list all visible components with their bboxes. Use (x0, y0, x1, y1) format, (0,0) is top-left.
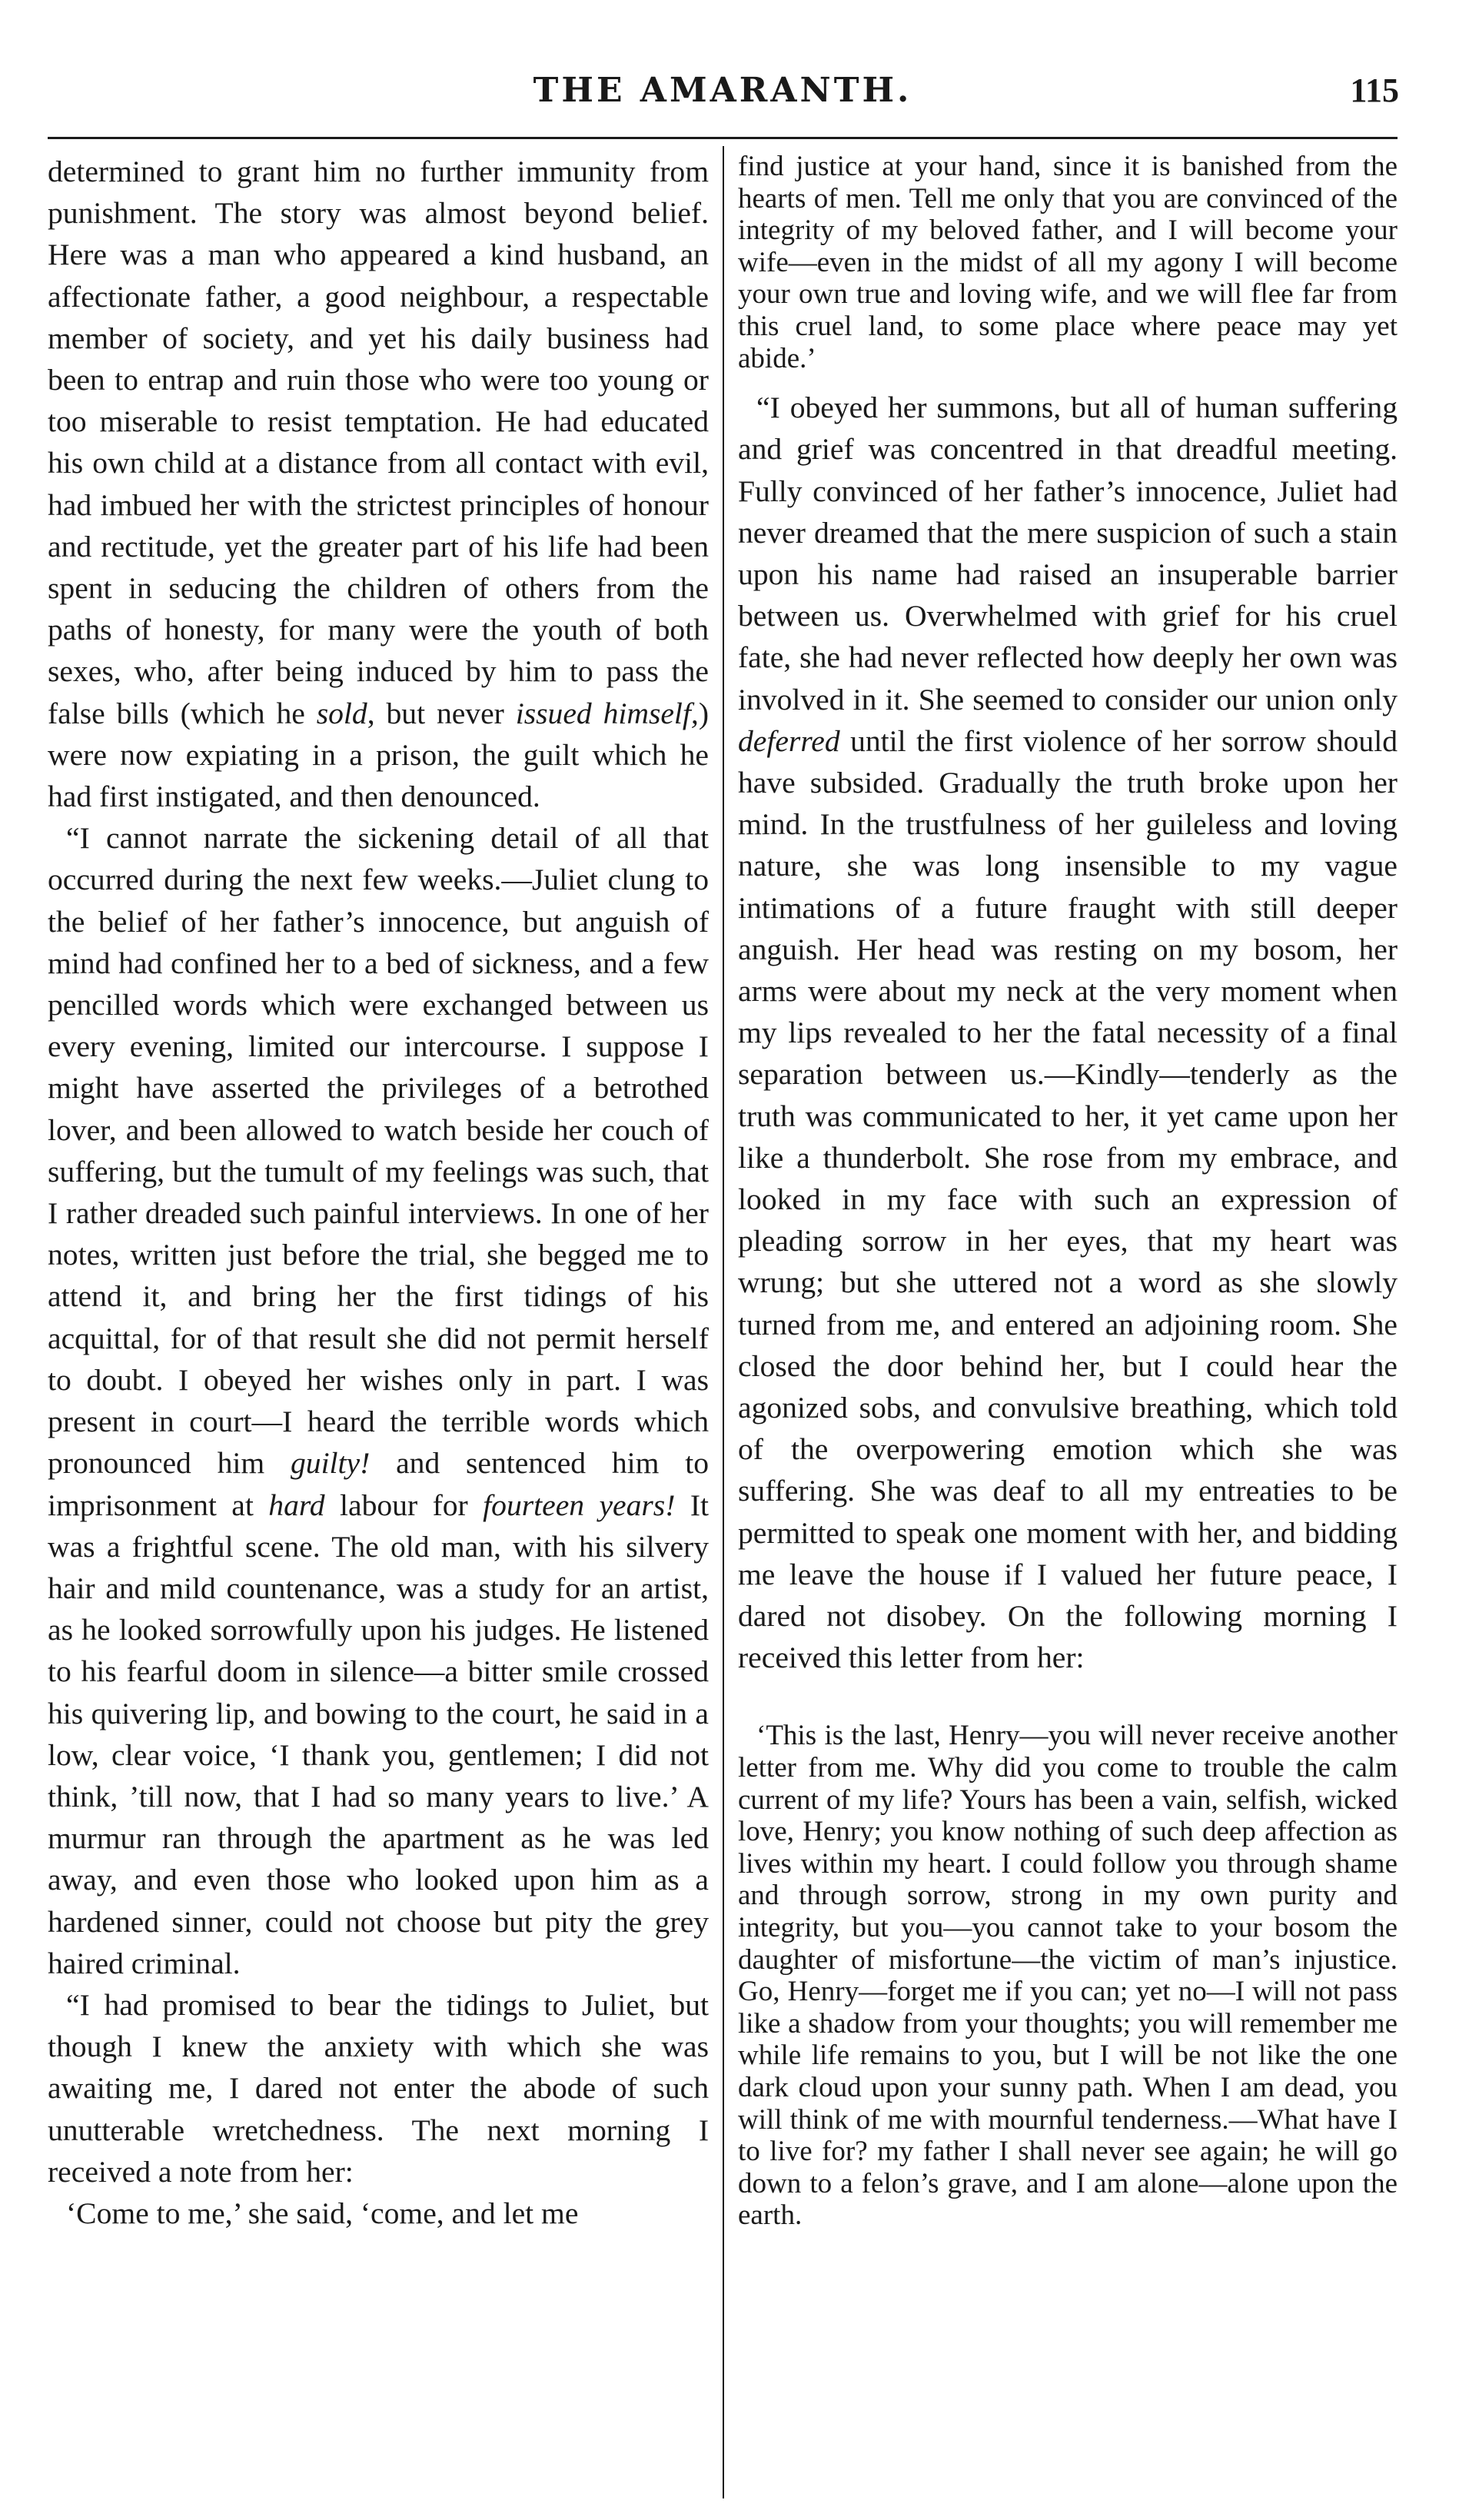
journal-title: THE AMARANTH. (533, 71, 912, 110)
left-column (48, 151, 709, 2503)
paragraph: ‘Come to me,’ she said, ‘come, and let me (66, 2196, 579, 2230)
paragraph: “I cannot narrate the sickening detail of all that occurred during the next few weeks.—Juliet clung to the belief of her father’s innocence, but anguish of mind had confined her to a bed of sickness, and a few pencilled words which were exchanged between us every evening, limited our intercourse. I suppose I might have asserted the privileges of a betrothed lover, and been allowed to watch beside her couch of suffering, but the tumult of my feelings was such, that I rather dreaded such painful interviews. In one of her notes, written just before the trial, she begged me to attend it, and bring her the first tidings of his acquittal, for of that result she did not permit herself to doubt. I obeyed her wishes only in part. I was present in court—I heard the terrible words which pronounced him guilty! and sentenced him to imprisonment at hard labour for fourteen years! It was a frightful scene. The old man, with his silvery hair and mild countenance, was a study for an artist, as he looked sorrowfully upon his judges. He listened to his fearful doom in silence—a bitter smile crossed his quivering lip, and bowing to the court, he said in a low, clear voice, ‘I thank you, gentlemen; I did not think, ’till now, that I had so many years to live.’ A murmur ran through the apartment as he was led away, and even those who looked upon him as a hardened sinner, could not choose but pity the grey haired criminal. (48, 821, 709, 1980)
letter-excerpt: ‘This is the last, Henry—you will never receive another letter from me. Why did you come to trouble the calm current of my life? Yours has been a vain, selfish, wicked love, Henry; you know nothing of such deep affection as lives within my heart. I could follow you through shame and through sorrow, strong in my own purity and integrity, but you—you cannot take to your bosom the daughter of misfortune—the victim of man’s injustice. Go, Henry—forget me if you can; yet no—I will not pass like a shadow from your thoughts; you will remember me while life remains to you, but I will be not like the one dark cloud upon your sunny path. When I am dead, you will think of me with mournful tenderness.—What have I to live for? my father I shall never see again; he will go down to a felon’s grave, and I am alone—alone upon the earth. (738, 1720, 1398, 2232)
paragraph: “I obeyed her summons, but all of human suffering and grief was concentred in that dreadful meeting. Fully convinced of her father’s innocence, Juliet had never dreamed that the mere suspicion of such a stain upon his name had raised an insuperable barrier between us. Overwhelmed with grief for his cruel fate, she had never reflected how deeply her own was involved in it. She seemed to consider our union only deferred until the first violence of her sorrow should have subsided. Gradually the truth broke upon her mind. In the trustfulness of her guileless and loving nature, she was long insensible to my vague intimations of a future fraught with still deeper anguish. Her head was resting on my bosom, her arms were about my neck at the very moment when my lips revealed to her the fatal necessity of a final separation between us.—Kindly—tenderly as the truth was communicated to her, it yet came upon her like a thunderbolt. She rose from my embrace, and looked in my face with such an expression of pleading sorrow in her eyes, that my heart was wrung; but she uttered not a word as she slowly turned from me, and entered an adjoining room. She closed the door behind her, but I could hear the agonized sobs, and convulsive breathing, which told of the overpowering emotion which she was suffering. She was deaf to all my entreaties to be permitted to speak one moment with her, and bidding me leave the house if I valued her future peace, I dared not disobey. On the following morning I received this letter from her: (738, 391, 1398, 1675)
right-column (738, 151, 1398, 2503)
header-rule (48, 137, 1398, 139)
letter-excerpt: find justice at your hand, since it is banished from the hearts of men. Tell me only that you are convinced of the integrity of my beloved father, and I will become your wife—even in the midst of all my agony I will become your own true and loving wife, and we will flee far from this cruel land, to some place where peace may yet abide.’ (738, 151, 1398, 374)
column-divider (723, 146, 724, 2498)
running-head (46, 68, 1399, 114)
page-number: 115 (1350, 71, 1399, 109)
paragraph: “I had promised to bear the tidings to Juliet, but though I knew the anxiety with which she was awaiting me, I dared not enter the abode of such unutterable wretchedness. The next morning I received a note from her: (48, 1987, 709, 2189)
paragraph: determined to grant him no further immunity from punishment. The story was almost beyond belief. Here was a man who appeared a kind husband, an affectionate father, a good neighbour, a respectable member of society, and yet his daily business had been to entrap and ruin those who were too young or too miserable to resist temptation. He had educated his own child at a distance from all contact with evil, had imbued her with the strictest principles of honour and rectitude, yet the greater part of his life had been spent in seducing the children of others from the paths of honesty, for many were the youth of both sexes, who, after being induced by him to pass the false bills (which he sold, but never issued himself,) were now expiating in a prison, the guilt which he had first instigated, and then denounced. (48, 155, 709, 814)
